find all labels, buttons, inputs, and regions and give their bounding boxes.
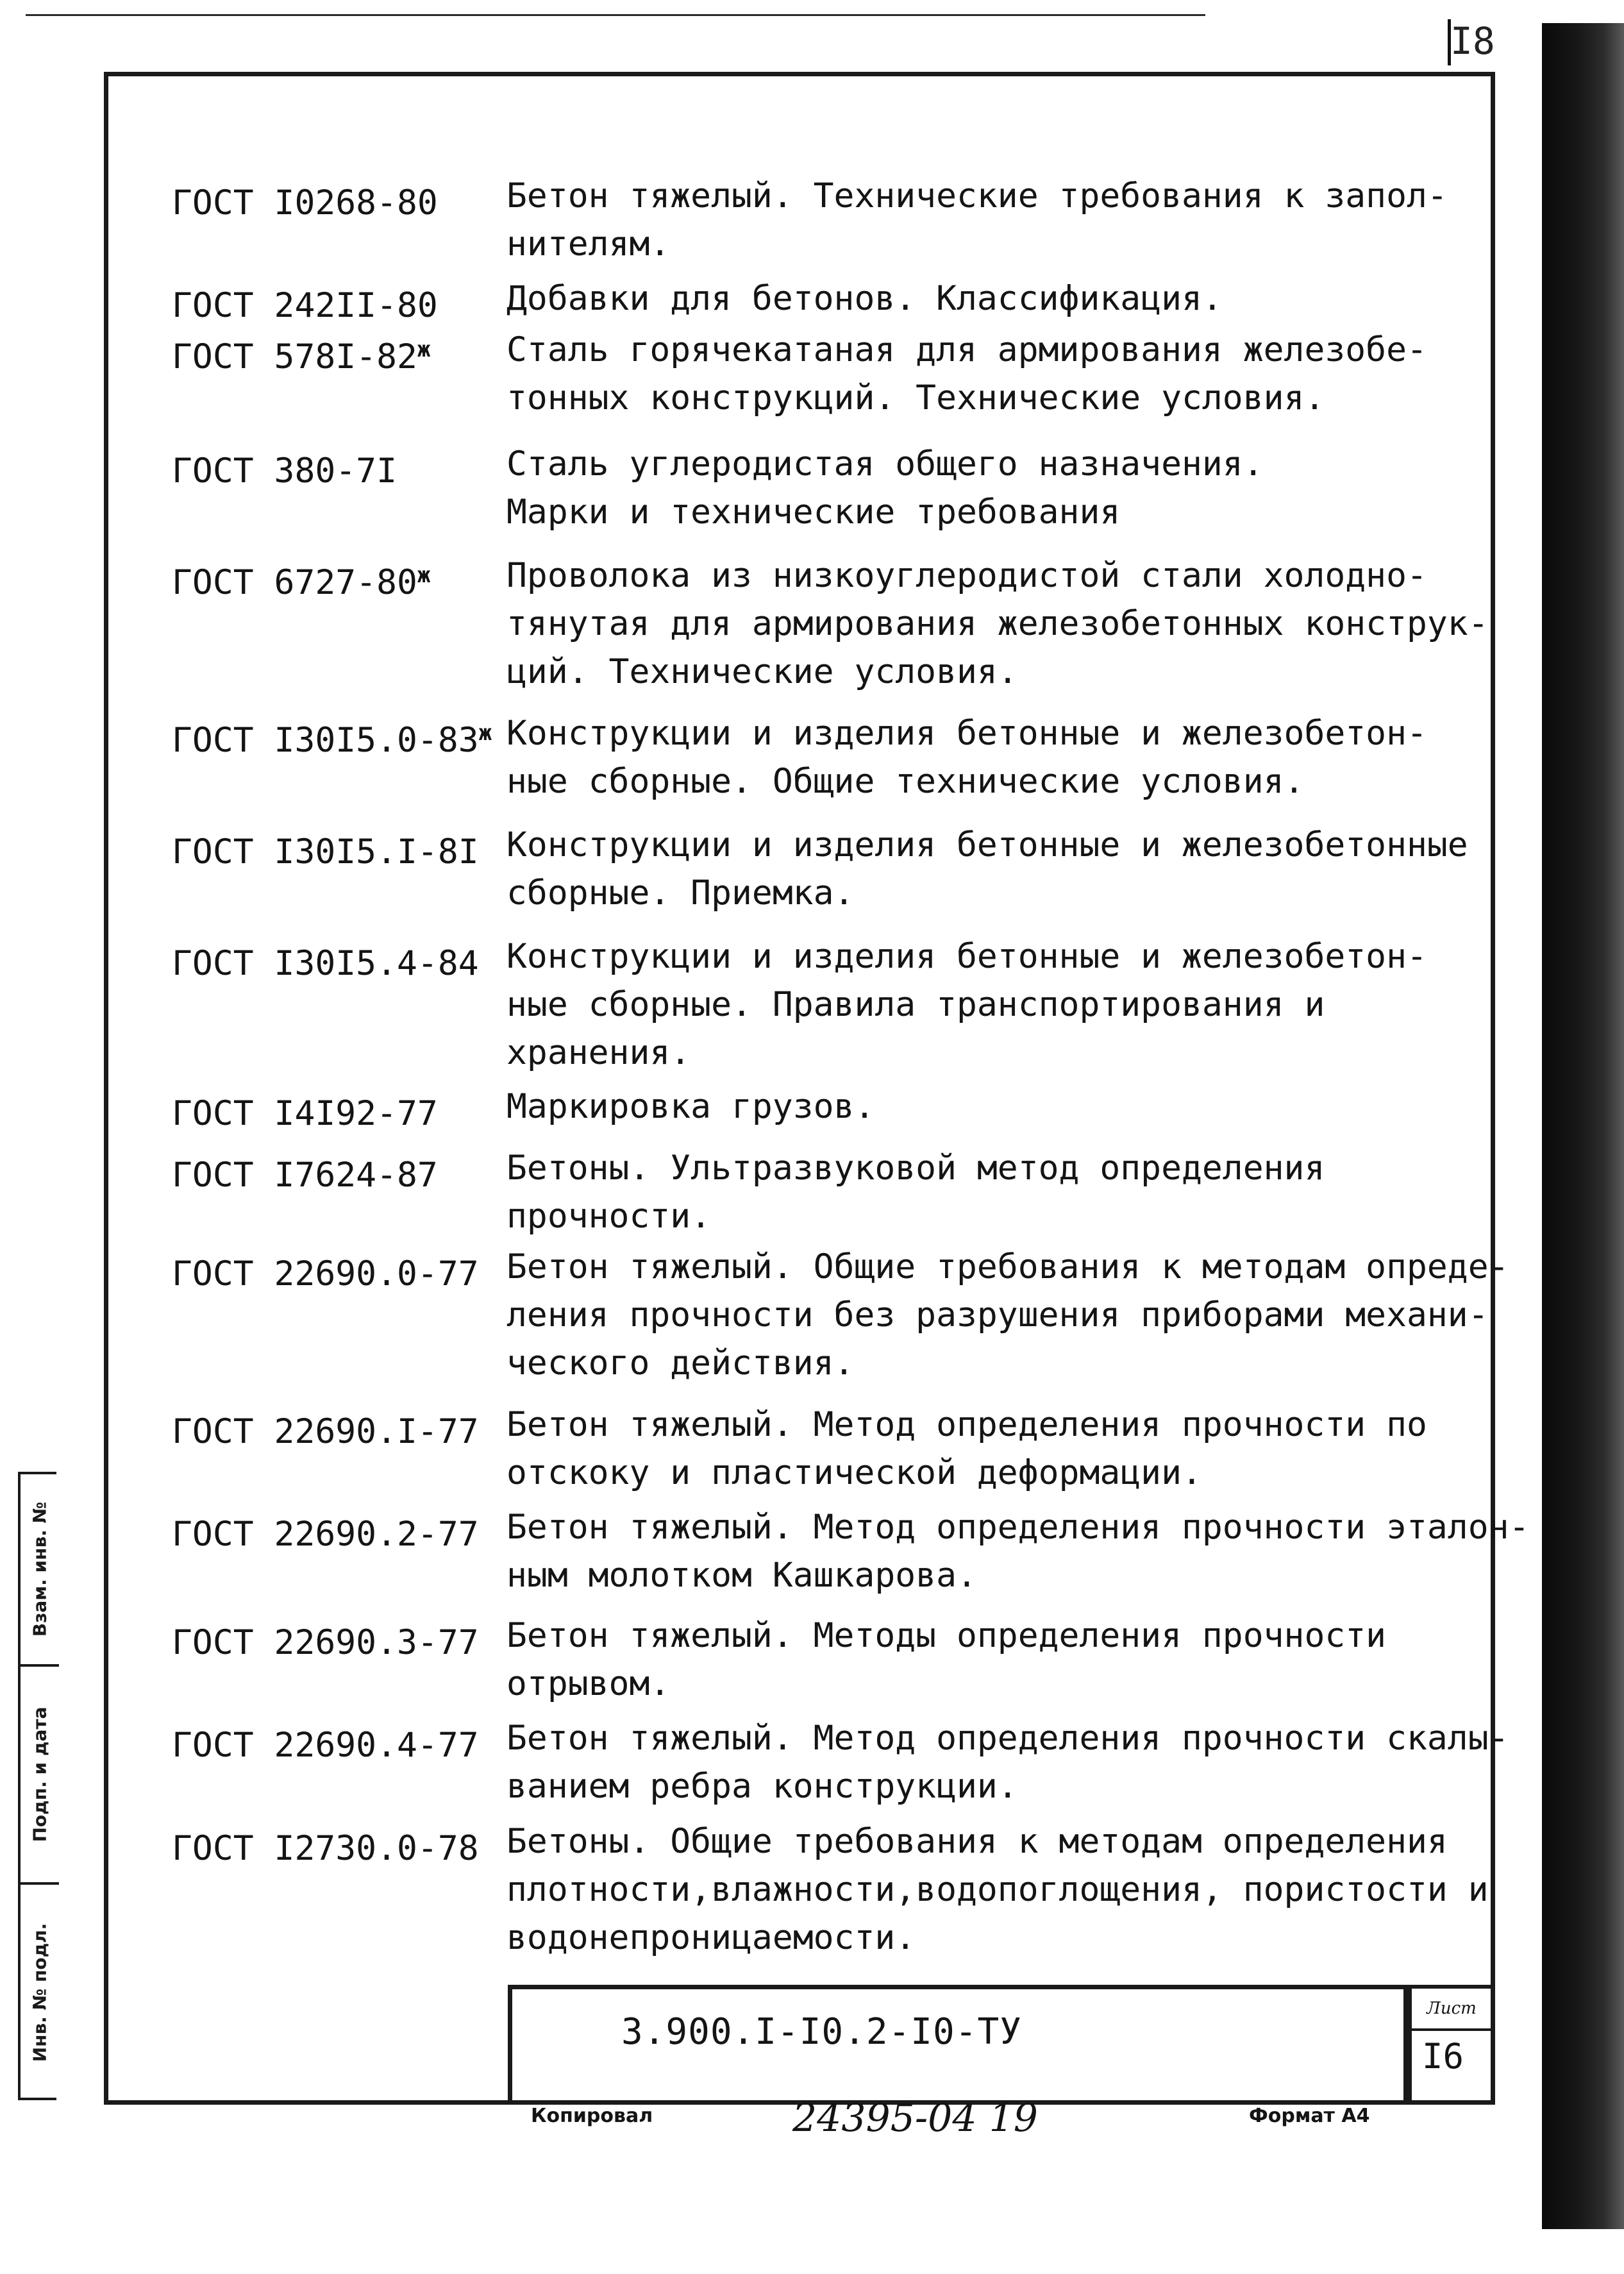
standard-description: Конструкции и изделия бетонные и железобетонные сборные. Приемка. — [506, 825, 1468, 913]
standard-description: Бетон тяжелый. Метод определения прочности скалы- ванием ребра конструкции. — [506, 1719, 1509, 1806]
sheet-number: I6 — [1422, 2036, 1464, 2076]
standard-code: ГОСТ $6727-80^ж$ — [172, 562, 431, 602]
title-block — [508, 1985, 1408, 2100]
sheet-label: Лист — [1412, 1989, 1491, 2031]
standard-code: ГОСТ I4I92-77 — [172, 1094, 438, 1133]
standard-code: ГОСТ 22690.2-77 — [172, 1515, 479, 1554]
standard-code: ГОСТ 22690.I-77 — [172, 1412, 479, 1451]
standard-code: ГОСТ 22690.4-77 — [172, 1726, 479, 1765]
standard-code: ГОСТ I30I5.4-84 — [172, 944, 479, 983]
standard-code: ГОСТ 22690.3-77 — [172, 1623, 479, 1662]
side-stamp-cell-signature — [21, 1667, 59, 1885]
standard-code: ГОСТ I30I5.I-8I — [172, 832, 479, 872]
side-stamp-signature-label: Подп. и дата — [29, 1706, 51, 1842]
standard-code: ГОСТ 380-7I — [172, 451, 397, 491]
standard-code: ГОСТ I7624-87 — [172, 1156, 438, 1195]
standard-description: Добавки для бетонов. Классификация. — [506, 279, 1223, 318]
standard-description: Сталь углеродистая общего назначения. Марки и технические требования — [506, 444, 1264, 532]
standard-code: ГОСТ $I30I5.0-83^ж$ — [172, 720, 492, 760]
standard-code: ГОСТ I2730.0-78 — [172, 1829, 479, 1868]
standard-description: Бетон тяжелый. Технические требования к запол- нителям. — [506, 176, 1448, 264]
standard-description: Бетон тяжелый. Метод определения прочности эталон- ным молотком Кашкарова. — [506, 1508, 1530, 1595]
side-stamp-cell-original — [21, 1885, 59, 2100]
standard-description: Маркировка грузов. — [506, 1087, 875, 1126]
standard-description: Бетон тяжелый. Методы определения прочности отрывом. — [506, 1616, 1387, 1703]
standard-description: Конструкции и изделия бетонные и железобетон- ные сборные. Правила транспортирования и хранения. — [506, 937, 1427, 1072]
top-edge-line — [26, 14, 1205, 16]
footer-inventory-number: 24395-04 19 — [792, 2096, 1038, 2141]
standard-code: ГОСТ I0268-80 — [172, 183, 438, 223]
standard-description: Сталь горячекатаная для армирования железобе- тонных конструкций. Технические условия. — [506, 330, 1427, 417]
document-code: 3.900.I-I0.2-I0-ТУ — [621, 2011, 1022, 2053]
standard-description: Бетоны. Ультразвуковой метод определения прочности. — [506, 1149, 1325, 1236]
standard-code: ГОСТ $578I-82^ж$ — [172, 337, 431, 376]
side-stamp-replacement-label: Взам. инв. № — [29, 1501, 51, 1637]
footer-copied-label: Копировал — [531, 2105, 653, 2127]
standard-description: Проволока из низкоуглеродистой стали холодно- тянутая для армирования железобетонных конструк- ций. Технические условия. — [506, 556, 1489, 691]
standard-code: ГОСТ 22690.0-77 — [172, 1254, 479, 1293]
side-stamp — [18, 1472, 56, 2100]
standard-code: ГОСТ 242II-80 — [172, 286, 438, 325]
footer-format-label: Формат А4 — [1249, 2105, 1370, 2127]
side-stamp-original-label: Инв. № подл. — [29, 1923, 51, 2062]
standard-description: Бетоны. Общие требования к методам определения плотности,влажности,водопоглощения, пористости и водонепроницаемости. — [506, 1822, 1489, 1957]
standard-description: Бетон тяжелый. Метод определения прочности по отскоку и пластической деформации. — [506, 1405, 1427, 1492]
standard-description: Конструкции и изделия бетонные и железобетон- ные сборные. Общие технические условия. — [506, 714, 1427, 801]
scan-edge-shadow — [1542, 23, 1624, 2229]
corner-page-number: I8 — [1450, 19, 1495, 63]
sheet-box — [1408, 1985, 1495, 2100]
side-stamp-cell-replacement — [21, 1474, 59, 1667]
standard-description: Бетон тяжелый. Общие требования к методам опреде- ления прочности без разрушения приборами механи- ческого действия. — [506, 1247, 1509, 1383]
